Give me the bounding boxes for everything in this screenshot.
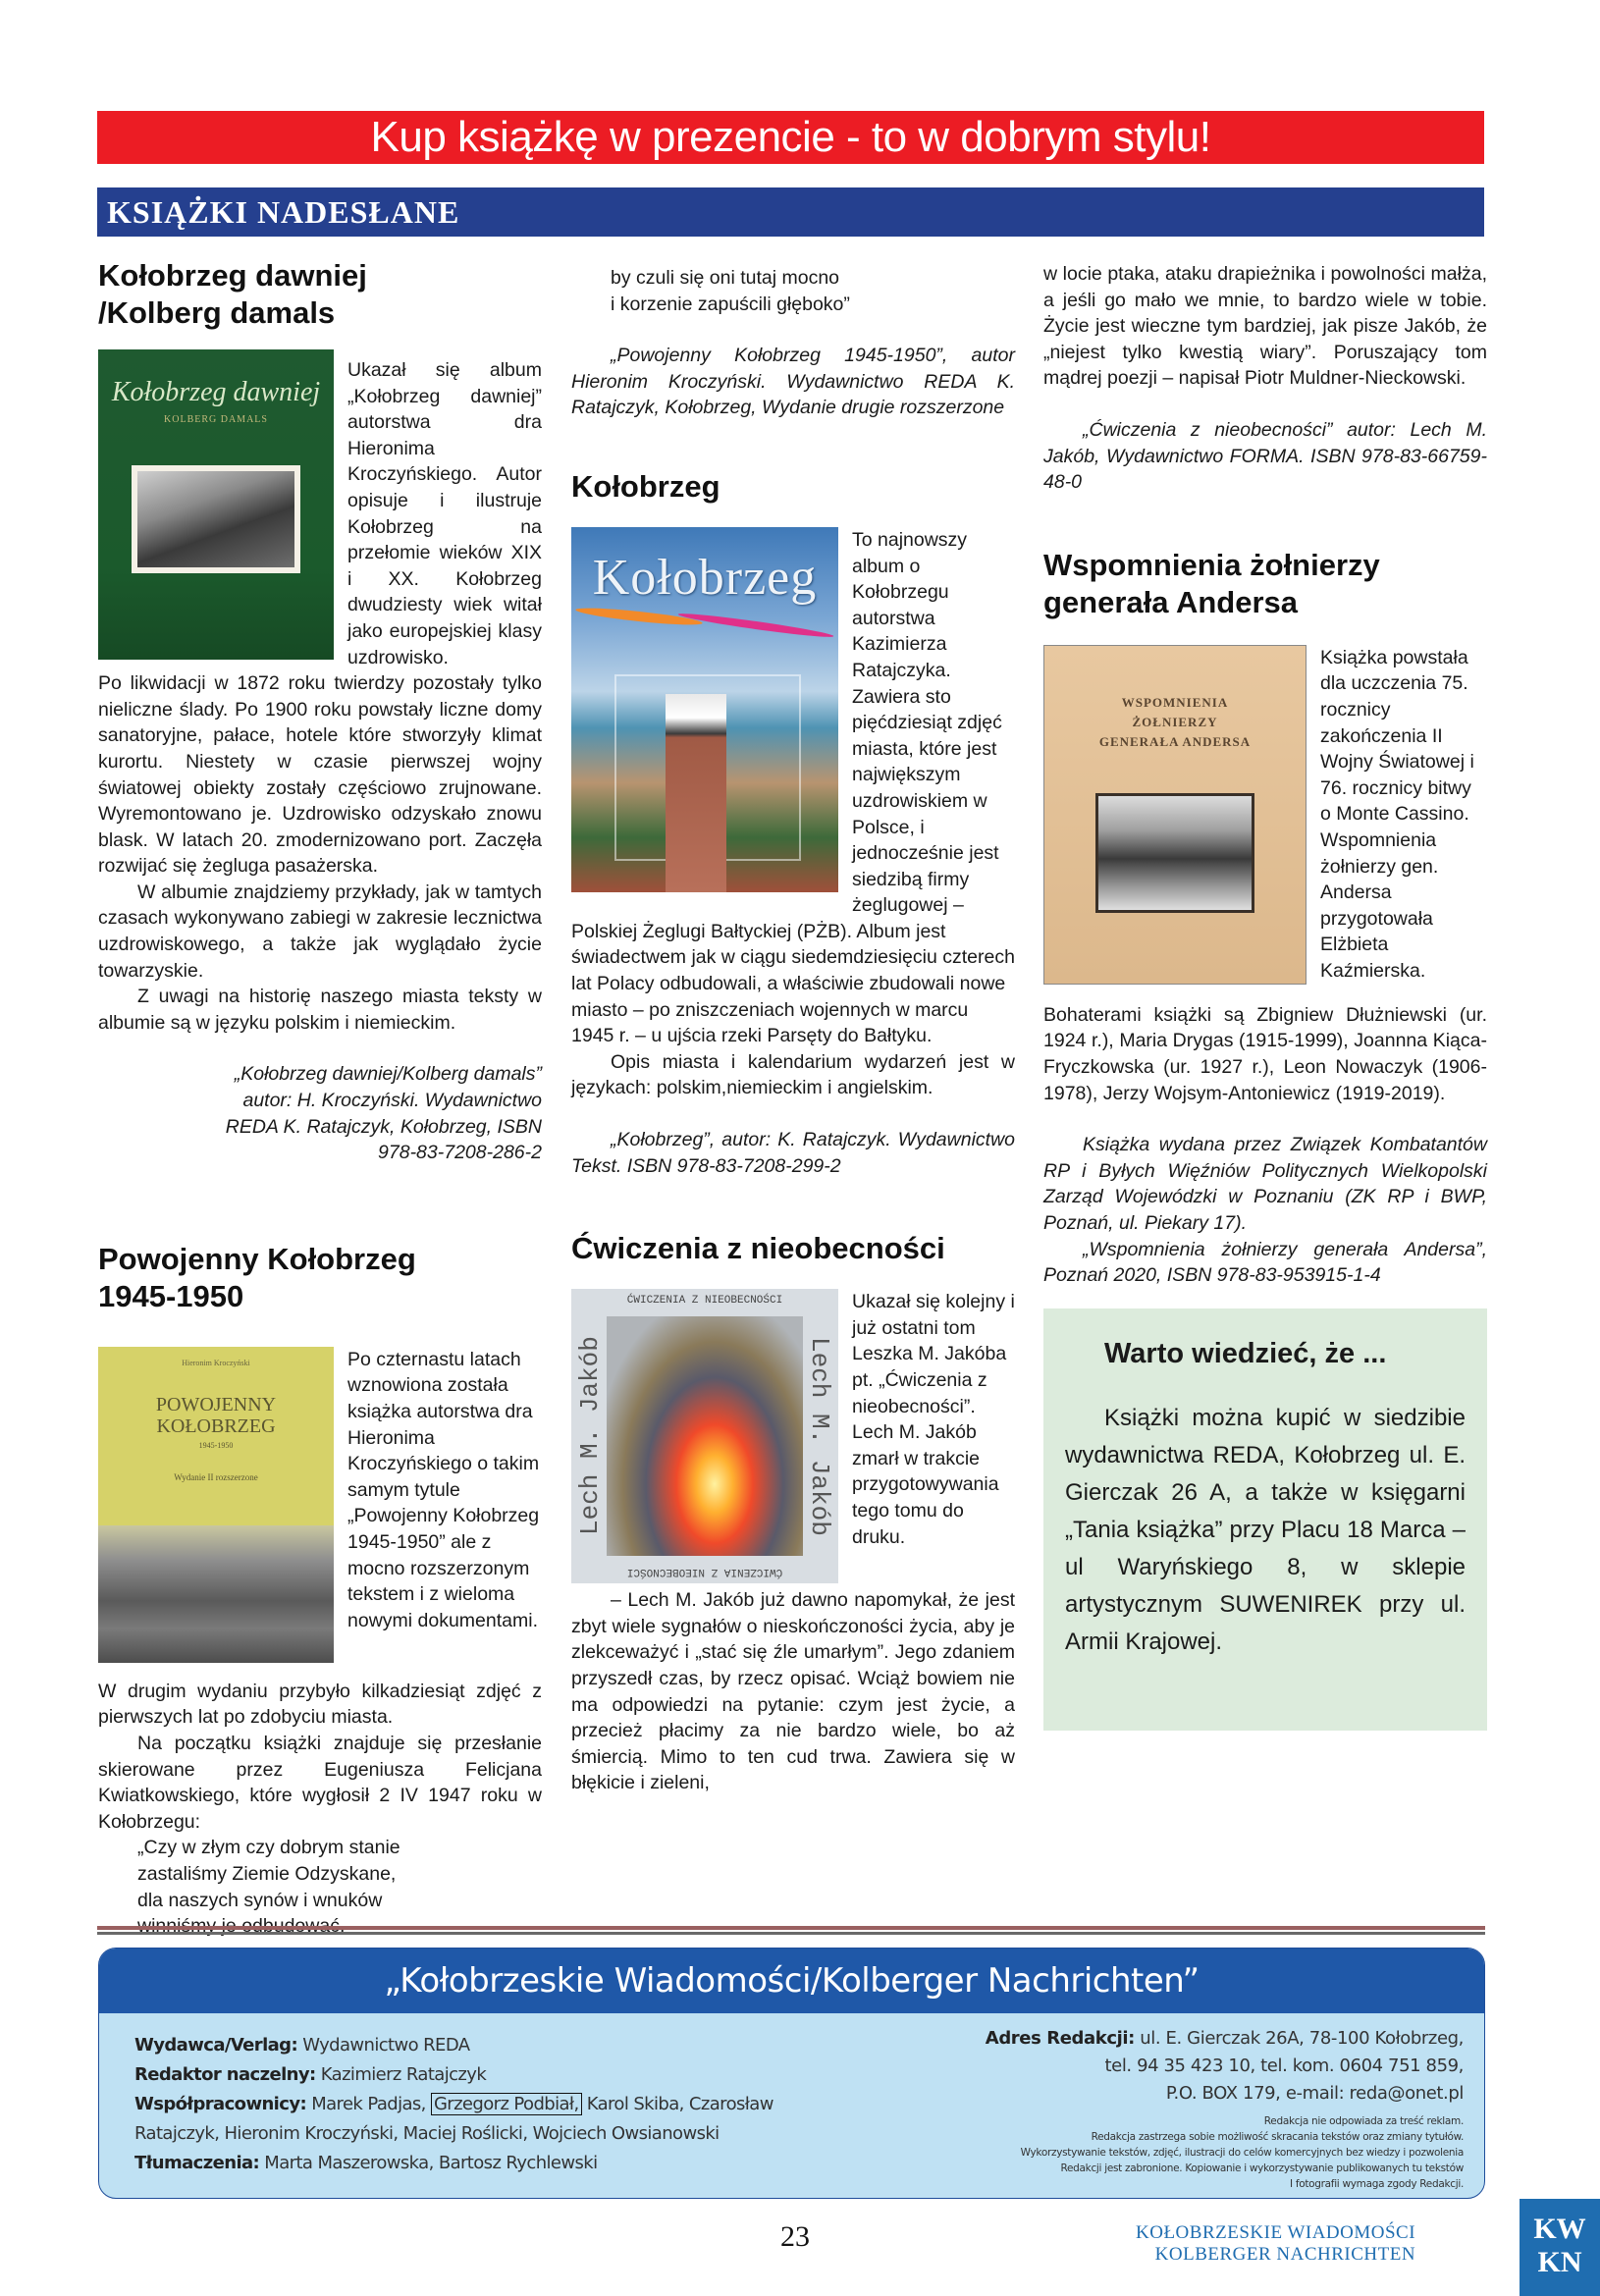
disclaimer-line: I fotografii wymaga zgody Redakcji. [1289, 2178, 1464, 2190]
book-cover-powojenny [98, 1347, 334, 1663]
cover-years: 1945-1950 [198, 1440, 234, 1450]
phone-line: tel. 94 35 423 10, tel. kom. 0604 751 859, [1104, 2056, 1464, 2076]
article-paragraph: – Lech M. Jakób już dawno napomykał, że jest zbyt wiele sygnałów o nieskończoności życia, aby je zlekceważyć i „stać się źle umarłym”. Jego zdaniem przyszedł czas, by rzecz opisać. Wciąż bowiem nie ma odpowiedzi na pytanie: czym jest życie, a przecież płacimy za nie bardzo wiele, bo aż śmiercią. Mimo to ten cud trwa. Zawiera się w błękicie i zieleni, [571, 1589, 1015, 1794]
article-paragraph-continued: w locie ptaka, ataku drapieżnika i powolności małża, a jeśli go mało we mnie, to bardzo wiele w tobie. Życie jest wieczne tym bardziej, jak pisze Jakób, że „niejest tylko kwestią wiary”. Poruszający tom mądrej poezji – napisał Piotr Muldner-Nieckowski. [1043, 263, 1487, 390]
lighthouse-image [666, 694, 726, 892]
impressum-box [98, 1948, 1485, 2199]
book-citation: „Ćwiczenia z nieobecności” autor: Lech M. Jakób, Wydawnictwo FORMA. ISBN 978-83-66759-48-0 [1043, 418, 1487, 494]
poem [98, 1835, 542, 1939]
disclaimer [855, 2113, 1464, 2192]
book-cover-kolobrzeg [571, 527, 838, 892]
page-number: 23 [780, 2220, 810, 2253]
book-citation: „Kołobrzeg dawniej/Kolberg damals” autor: H. Kroczyński. Wydawnictwo REDA K. Ratajczyk, Kołobrzeg, ISBN 978-83-7208-286-2 [225, 1063, 542, 1164]
poem-line: dla naszych synów i wnuków [137, 1889, 383, 1911]
book-cover-kolobrzeg-dawniej [98, 349, 334, 660]
cover-photo [98, 1525, 334, 1663]
article-kolobrzeg [571, 468, 1015, 1179]
column-3 [1043, 257, 1487, 1731]
article-title: Kołobrzeg [571, 468, 720, 504]
contributors-value: Karol Skiba, Czarosław Ratajczyk, Hieronim Kroczyński, Maciej Roślicki, Wojciech Owsianowski [134, 2094, 773, 2144]
column-1 [98, 257, 542, 1940]
article-paragraph: W albumie znajdziemy przykłady, jak w tamtych czasach wykonywano zabiegi w zakresie lecznictwa uzdrowiskowego, a także jak wyglądało życie towarzyskie. [98, 881, 542, 982]
logo-text: KN [1537, 2246, 1582, 2278]
article-paragraph: Ukazał się album „Kołobrzeg dawniej” autorstwa dra Hieronima Kroczyńskiego. Autor opisuje i ilustruje Kołobrzeg na przełomie wieków XIX i XX. Kołobrzeg dwudziesty wiek witał jako europejskiej klasy uzdrowisko. [347, 359, 542, 668]
article-title: Ćwiczenia z nieobecności [571, 1231, 945, 1266]
book-citation: „Wspomnienia żołnierzy generała Andersa”, Poznań 2020, ISBN 978-83-953915-1-4 [1043, 1238, 1487, 1287]
cover-subtitle: KOLBERG DAMALS [164, 414, 268, 425]
info-box-title: Warto wiedzieć, że ... [1104, 1337, 1387, 1369]
article-title: Powojenny Kołobrzeg 1945-1950 [98, 1241, 416, 1313]
article-cwiczenia [571, 1230, 1015, 1796]
cover-author: Lech M. Jakób [805, 1336, 834, 1536]
contributors-value: Marek Padjas, [311, 2094, 426, 2114]
translations-value: Marta Maszerowska, Bartosz Rychlewski [264, 2153, 598, 2173]
section-title: KSIĄŻKI NADESŁANE [97, 187, 1484, 237]
cover-title-inverted: ĆWICZENIA Z NIEOBECNOŚCI [626, 1566, 783, 1578]
article-paragraph: Na początku książki znajduje się przesłanie skierowane przez Eugeniusza Felicjana Kwiatkowskiego, które wygłosił 2 IV 1947 roku w Kołobrzegu: [98, 1733, 542, 1833]
email-line: P.O. BOX 179, e-mail: reda@onet.pl [1165, 2083, 1464, 2104]
editor-row [134, 2060, 822, 2090]
address-label: Adres Redakcji: [985, 2028, 1135, 2049]
poem-continued [571, 265, 1015, 317]
book-citation: Książka wydana przez Związek Kombatantów RP i Byłych Więźniów Politycznych Wielkopolski Zarząd Wojewódzki w Poznaniu (ZK RP i BWP, Poznań, ul. Piekary 17). [1043, 1134, 1487, 1234]
article-paragraph: Ukazał się kolejny i już ostatni tom Leszka M. Jakóba pt. „Ćwiczenia z nieobecności”. Lech M. Jakób zmarł w trakcie przygotowywania tego tomu do druku. [852, 1291, 1015, 1548]
cover-edition: Wydanie II rozszerzone [174, 1471, 258, 1482]
article-paragraph: Opis miasta i kalendarium wydarzeń jest w językach: polskim,niemieckim i angielskim. [571, 1050, 1015, 1099]
brand-line: KOLBERGER NACHRICHTEN [1154, 2244, 1416, 2265]
article-powojenny [98, 1241, 542, 1940]
publisher-value: Wydawnictwo REDA [302, 2035, 470, 2056]
cover-swoosh-pink [677, 611, 834, 640]
impressum-staff [134, 2031, 822, 2178]
impressum-contact [855, 2025, 1464, 2192]
kwkn-logo-icon [1520, 2199, 1600, 2296]
cover-title-line: ŻOŁNIERZY [1132, 714, 1218, 729]
cover-title: ĆWICZENIA Z NIEOBECNOŚCI [626, 1295, 783, 1308]
cover-title: Kołobrzeg [592, 549, 818, 606]
info-box [1043, 1308, 1487, 1731]
translations-label: Tłumaczenia: [134, 2153, 260, 2173]
cover-title [1044, 693, 1306, 752]
article-paragraph: W drugim wydaniu przybyło kilkadziesiąt zdjęć z pierwszych lat po zdobyciu miasta. [98, 1680, 542, 1729]
article-title: Wspomnienia żołnierzy generała Andersa [1043, 547, 1380, 619]
column-2 [571, 257, 1015, 1796]
divider-line [97, 1932, 1485, 1935]
info-box-text: Książki można kupić w siedzibie wydawnictwa REDA, Kołobrzeg ul. E. Gierczak 26 A, a także w księgarni „Tania książka” przy Placu 18 Marca – ul Waryńskiego 8, w sklepie artystycznym SUWENIREK przy ul. Armii Krajowej. [1065, 1404, 1466, 1655]
cover-author: Lech M. Jakób [575, 1336, 605, 1536]
editor-value: Kazimierz Ratajczyk [320, 2064, 487, 2085]
cover-title-line: GENERAŁA ANDERSA [1098, 733, 1252, 749]
contributors-row [134, 2090, 822, 2149]
publication-brand [1136, 2222, 1415, 2266]
book-citation: „Powojenny Kołobrzeg 1945-1950”, autor Hieronim Kroczyński. Wydawnictwo REDA K. Ratajczyk, Kołobrzeg, Wydanie drugie rozszerzone [571, 345, 1015, 419]
cover-title-line: WSPOMNIENIA [1121, 694, 1229, 710]
book-citation: „Kołobrzeg”, autor: K. Ratajczyk. Wydawnictwo Tekst. ISBN 978-83-7208-299-2 [571, 1129, 1015, 1177]
disclaimer-line: Redakcji jest zabronione. Kopiowanie i wykorzystywanie publikowanych tu tekstów [1060, 2163, 1464, 2174]
article-kolobrzeg-dawniej [98, 257, 542, 1166]
cover-title: POWOJENNY KOŁOBRZEG [155, 1393, 277, 1437]
article-title: Kołobrzeg dawniej /Kolberg damals [98, 258, 367, 330]
publisher-label: Wydawca/Verlag: [134, 2035, 298, 2056]
cover-title: Kołobrzeg dawniej [111, 377, 321, 407]
article-paragraph: Po czternastu latach wznowiona została książka autorstwa dra Hieronima Kroczyńskiego o takim samym tytule „Powojenny Kołobrzeg 1945-1950” ale z mocno rozszerzonym tekstem i z wieloma nowymi dokumentami. [347, 1348, 540, 1631]
disclaimer-line: Redakcja nie odpowiada za treść reklam. [1263, 2115, 1464, 2127]
poem-line: zastaliśmy Ziemie Odzyskane, [137, 1862, 397, 1885]
translations-row [134, 2149, 822, 2178]
cover-photo [1095, 793, 1254, 913]
article-paragraph: Książka powstała dla uczczenia 75. rocznicy zakończenia II Wojny Światowej i 76. rocznicy bitwy o Monte Cassino. Wspomnienia żołnierzy gen. Andersa przygotowała Elżbieta Kaźmierska. [1320, 646, 1474, 982]
article-paragraph: Bohaterami książki są Zbigniew Dłużniewski (ur. 1924 r.), Maria Drygas (1915-1999), Joannna Kiąca-Fryczkowska (ur. 1927 r.), Leon Nowaczyk (1906-1978), Jerzy Wojsym-Antoniewicz (1919-2019). [1043, 1003, 1487, 1104]
address-block [855, 2025, 1464, 2108]
article-paragraph: Z uwagi na historię naszego miasta teksty w albumie są w języku polskim i niemieckim. [98, 986, 542, 1034]
article-wspomnienia [1043, 547, 1487, 1289]
poem-line: „Czy w złym czy dobrym stanie [137, 1837, 400, 1859]
divider-line [97, 1926, 1485, 1930]
logo-text: KW [1533, 2213, 1586, 2245]
article-paragraph: Po likwidacji w 1872 roku twierdzy pozostały tylko nieliczne ślady. Po 1900 roku powstały liczne domy sanatoryjne, pałace, hotele które stworzyły klimat kurortu. Niestety w czasie pierwszej wojny światowej obiekty zostały częściowo zrujnowane. Wyremontowano je. Uzdrowisko odzyskało znowu blask. W latach 20. zmodernizowano port. Zaczęła rozwijać się żegluga pasażerska. [98, 672, 542, 878]
impressum-title: „Kołobrzeskie Wiadomości/Kolberger Nachrichten” [99, 1949, 1484, 2013]
poem-line: by czuli się oni tutaj mocno [611, 267, 840, 289]
highlighted-contributor: Grzegorz Podbiał, [431, 2093, 582, 2115]
disclaimer-line: Redakcja zastrzega sobie możliwość skracania tekstów oraz zmiany tytułów. [1091, 2131, 1464, 2143]
promo-banner: Kup książkę w prezencie - to w dobrym stylu! [97, 111, 1484, 164]
contributors-label: Współpracownicy: [134, 2094, 307, 2114]
brand-line: KOŁOBRZESKIE WIADOMOŚCI [1136, 2222, 1416, 2243]
disclaimer-line: Wykorzystywanie tekstów, zdjęć, ilustracji do celów komercyjnych bez wiedzy i pozwolenia [1020, 2147, 1464, 2159]
address-line: ul. E. Gierczak 26A, 78-100 Kołobrzeg, [1140, 2028, 1464, 2049]
cover-photo [132, 465, 300, 573]
book-cover-cwiczenia [571, 1289, 838, 1583]
cover-author: Hieronim Kroczyński [182, 1358, 250, 1367]
publisher-row [134, 2031, 822, 2060]
article-paragraph: To najnowszy album o Kołobrzegu autorstwa Kazimierza Ratajczyka. Zawiera sto pięćdziesiąt zdjęć miasta, które jest największym uzdrowiskiem w Polsce, i jednocześnie jest siedzibą firmy żeglugowej – Polskiej Żeglugi Bałtyckiej (PŻB). Album jest świadectwem jak w ciągu siedemdziesięciu czterech lat Polacy odbudowali, a właściwie zbudowali nowe miasto – po zniszczeniach wojennych w marcu 1945 r. – u ujścia rzeki Parsęty do Bałtyku. [571, 528, 1015, 1047]
poem-line: i korzenie zapuścili głęboko” [611, 293, 850, 315]
book-cover-wspomnienia [1043, 645, 1307, 985]
fire-image [607, 1316, 803, 1556]
editor-label: Redaktor naczelny: [134, 2064, 316, 2085]
